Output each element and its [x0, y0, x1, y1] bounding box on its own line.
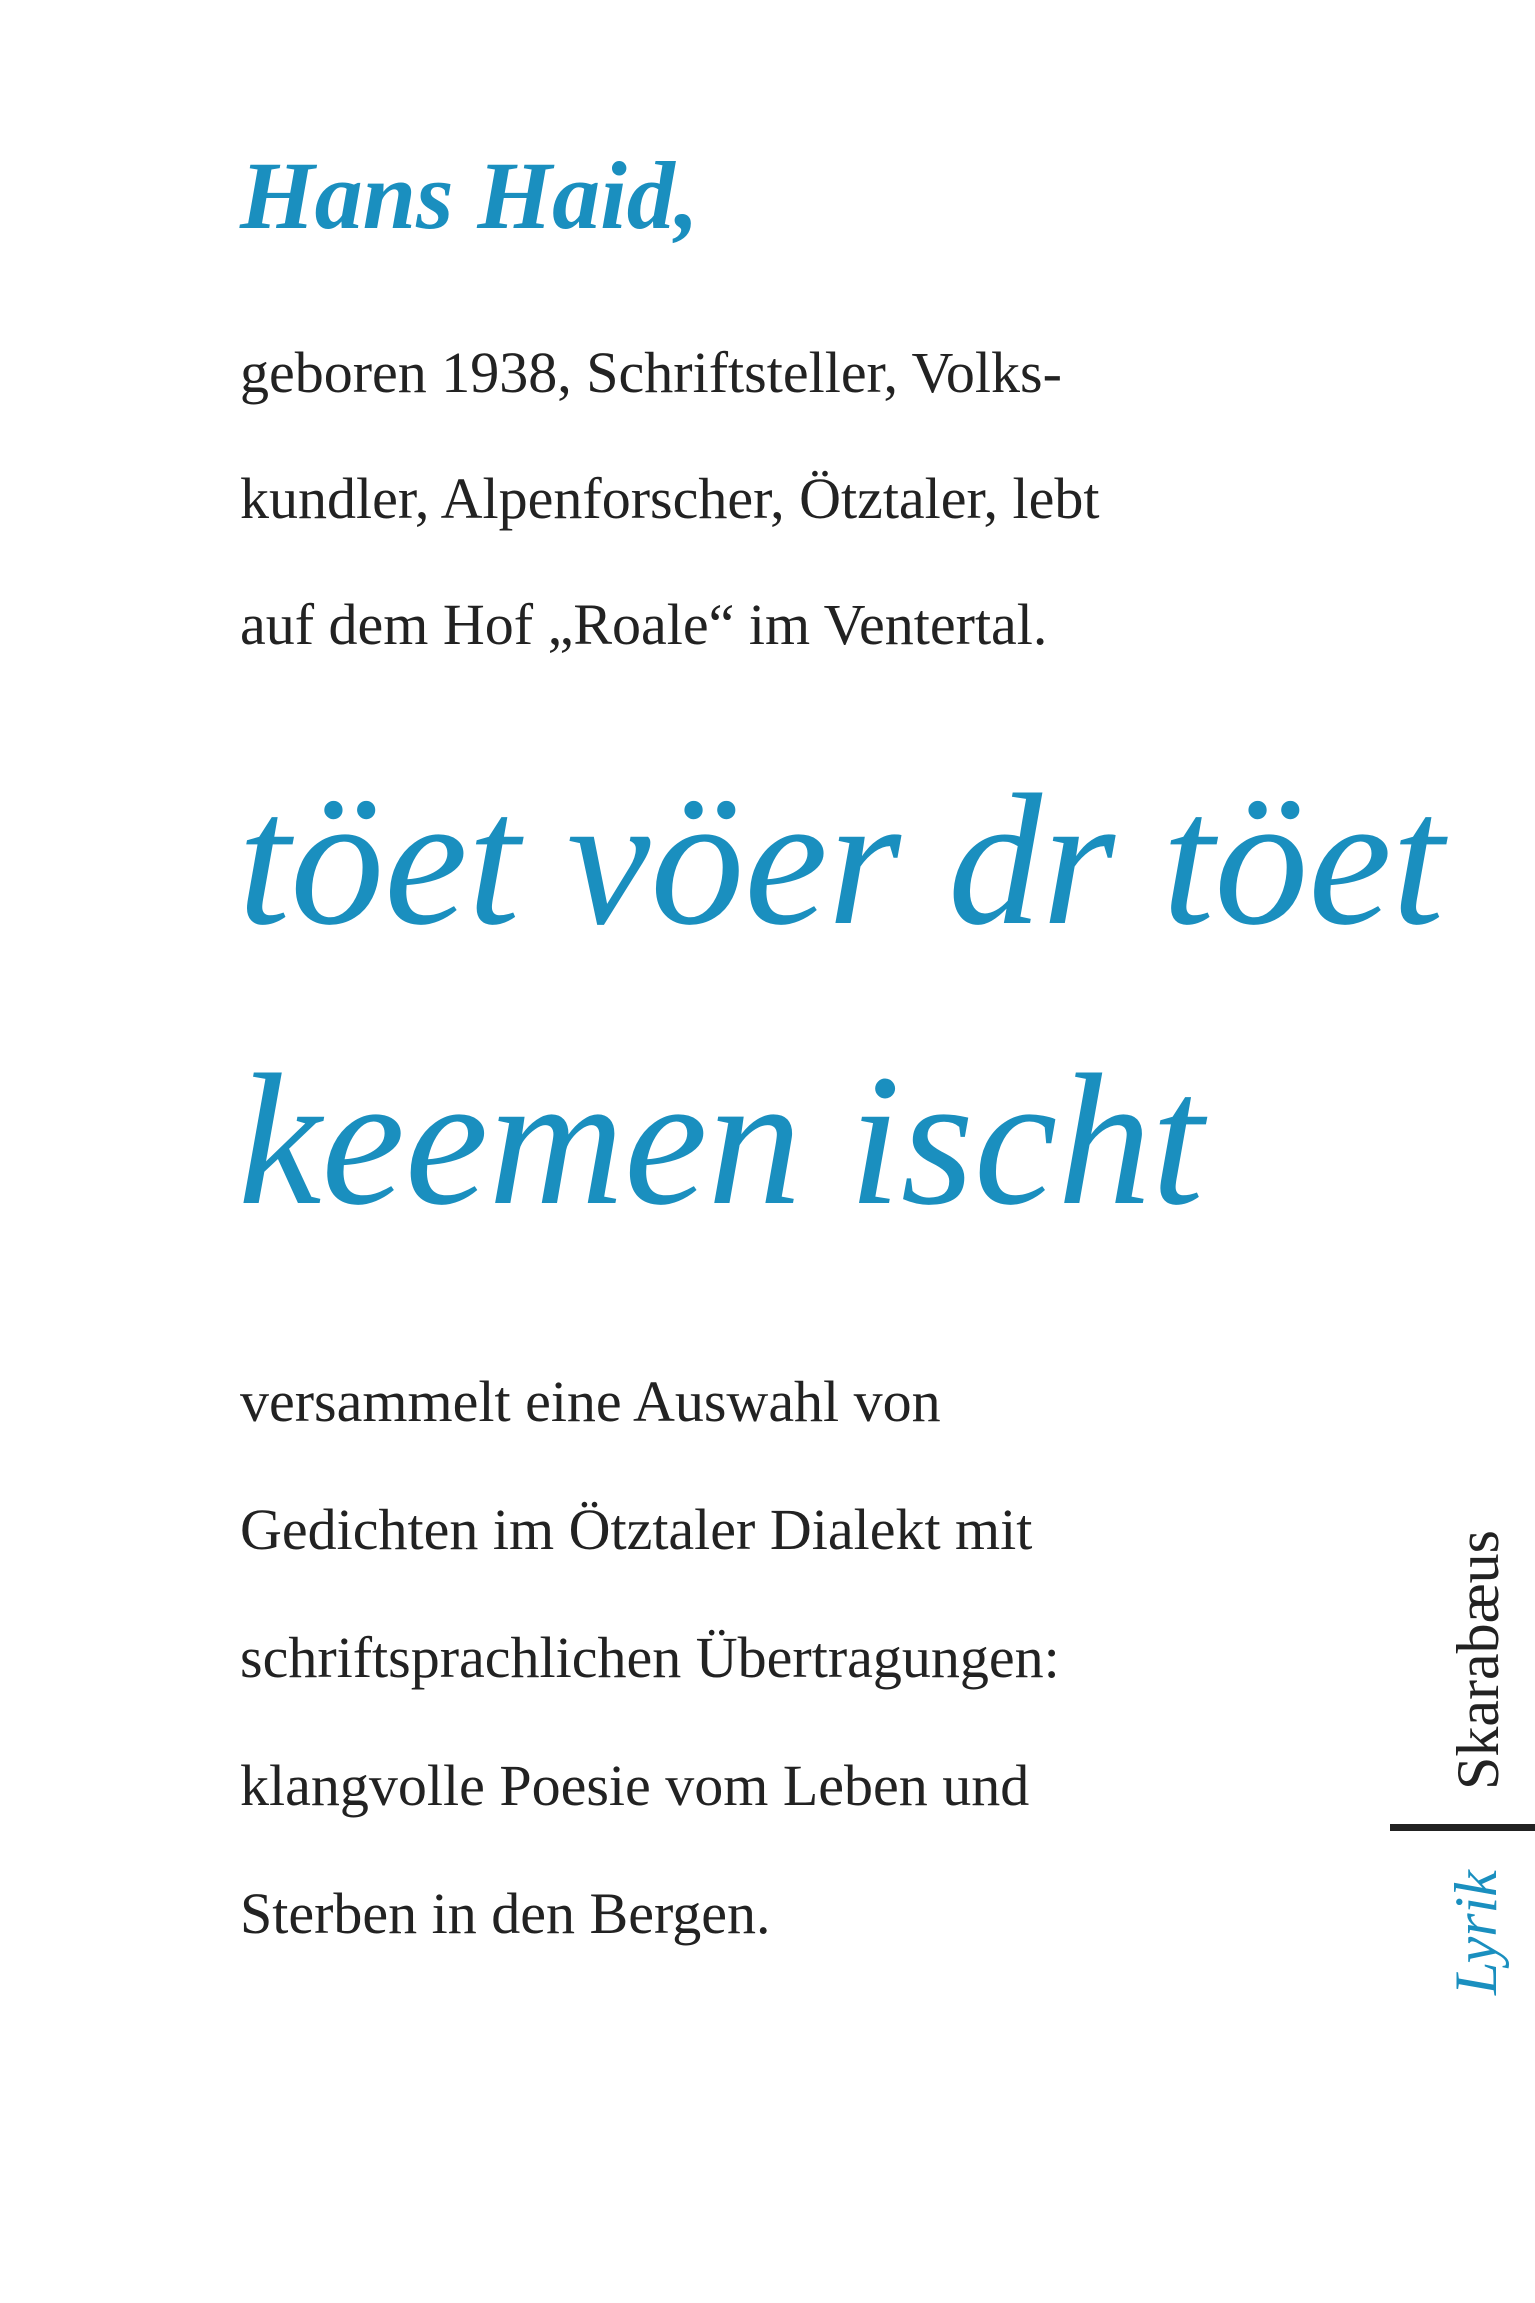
description-line: schriftsprachlichen Übertragungen:	[240, 1625, 1060, 1690]
description-line: Gedichten im Ötztaler Dialekt mit	[240, 1497, 1033, 1562]
title-line: töet vöer dr töet	[238, 755, 1445, 964]
author-name: Hans Haid,	[240, 142, 699, 249]
title-line: keemen ischt	[238, 1035, 1204, 1244]
publisher-name: Skarabæus	[1445, 1530, 1511, 1790]
bio-line: geboren 1938, Schriftsteller, Volks-	[240, 340, 1062, 405]
description-line: klangvolle Poesie vom Leben und	[240, 1753, 1030, 1818]
genre-label: Lyrik	[1443, 1870, 1509, 1995]
description-line: versammelt eine Auswahl von	[240, 1369, 941, 1434]
spine-divider	[1390, 1824, 1535, 1831]
description-line: Sterben in den Bergen.	[240, 1881, 771, 1946]
book-title	[238, 755, 1445, 1320]
bio-line: kundler, Alpenforscher, Ötztaler, lebt	[240, 466, 1100, 531]
author-bio	[240, 310, 1340, 688]
book-description	[240, 1338, 1340, 1978]
bio-line: auf dem Hof „Roale“ im Ventertal.	[240, 592, 1048, 657]
